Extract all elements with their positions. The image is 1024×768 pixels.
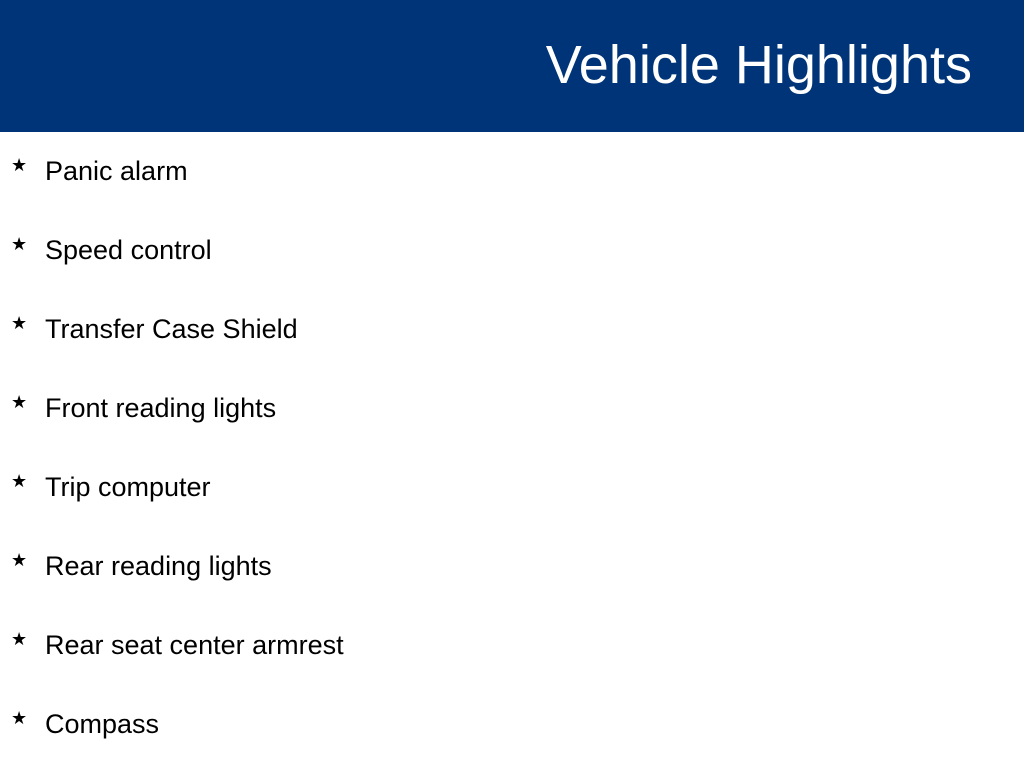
- star-icon: ★: [11, 313, 28, 334]
- highlight-label: Front reading lights: [45, 393, 277, 423]
- highlight-label: Rear reading lights: [45, 551, 272, 581]
- highlight-label: Panic alarm: [45, 156, 188, 186]
- star-icon: ★: [11, 550, 28, 571]
- highlights-list: [0, 132, 1024, 764]
- star-icon: ★: [11, 392, 28, 413]
- star-icon: ★: [11, 629, 28, 650]
- page-title: Vehicle Highlights: [545, 35, 972, 95]
- list-item: [0, 685, 1024, 764]
- highlight-label: Trip computer: [45, 472, 211, 502]
- list-item: [0, 448, 1024, 527]
- highlight-label: Compass: [45, 709, 160, 739]
- list-item: [0, 606, 1024, 685]
- star-icon: ★: [11, 708, 28, 729]
- list-item: [0, 527, 1024, 606]
- header-banner: [0, 0, 1024, 132]
- list-item: [0, 290, 1024, 369]
- highlight-label: Rear seat center armrest: [45, 630, 344, 660]
- star-icon: ★: [11, 155, 28, 176]
- list-item: [0, 211, 1024, 290]
- star-icon: ★: [11, 471, 28, 492]
- list-item: [0, 369, 1024, 448]
- highlight-label: Transfer Case Shield: [45, 314, 298, 344]
- star-icon: ★: [11, 234, 28, 255]
- highlight-label: Speed control: [45, 235, 212, 265]
- list-item: [0, 132, 1024, 211]
